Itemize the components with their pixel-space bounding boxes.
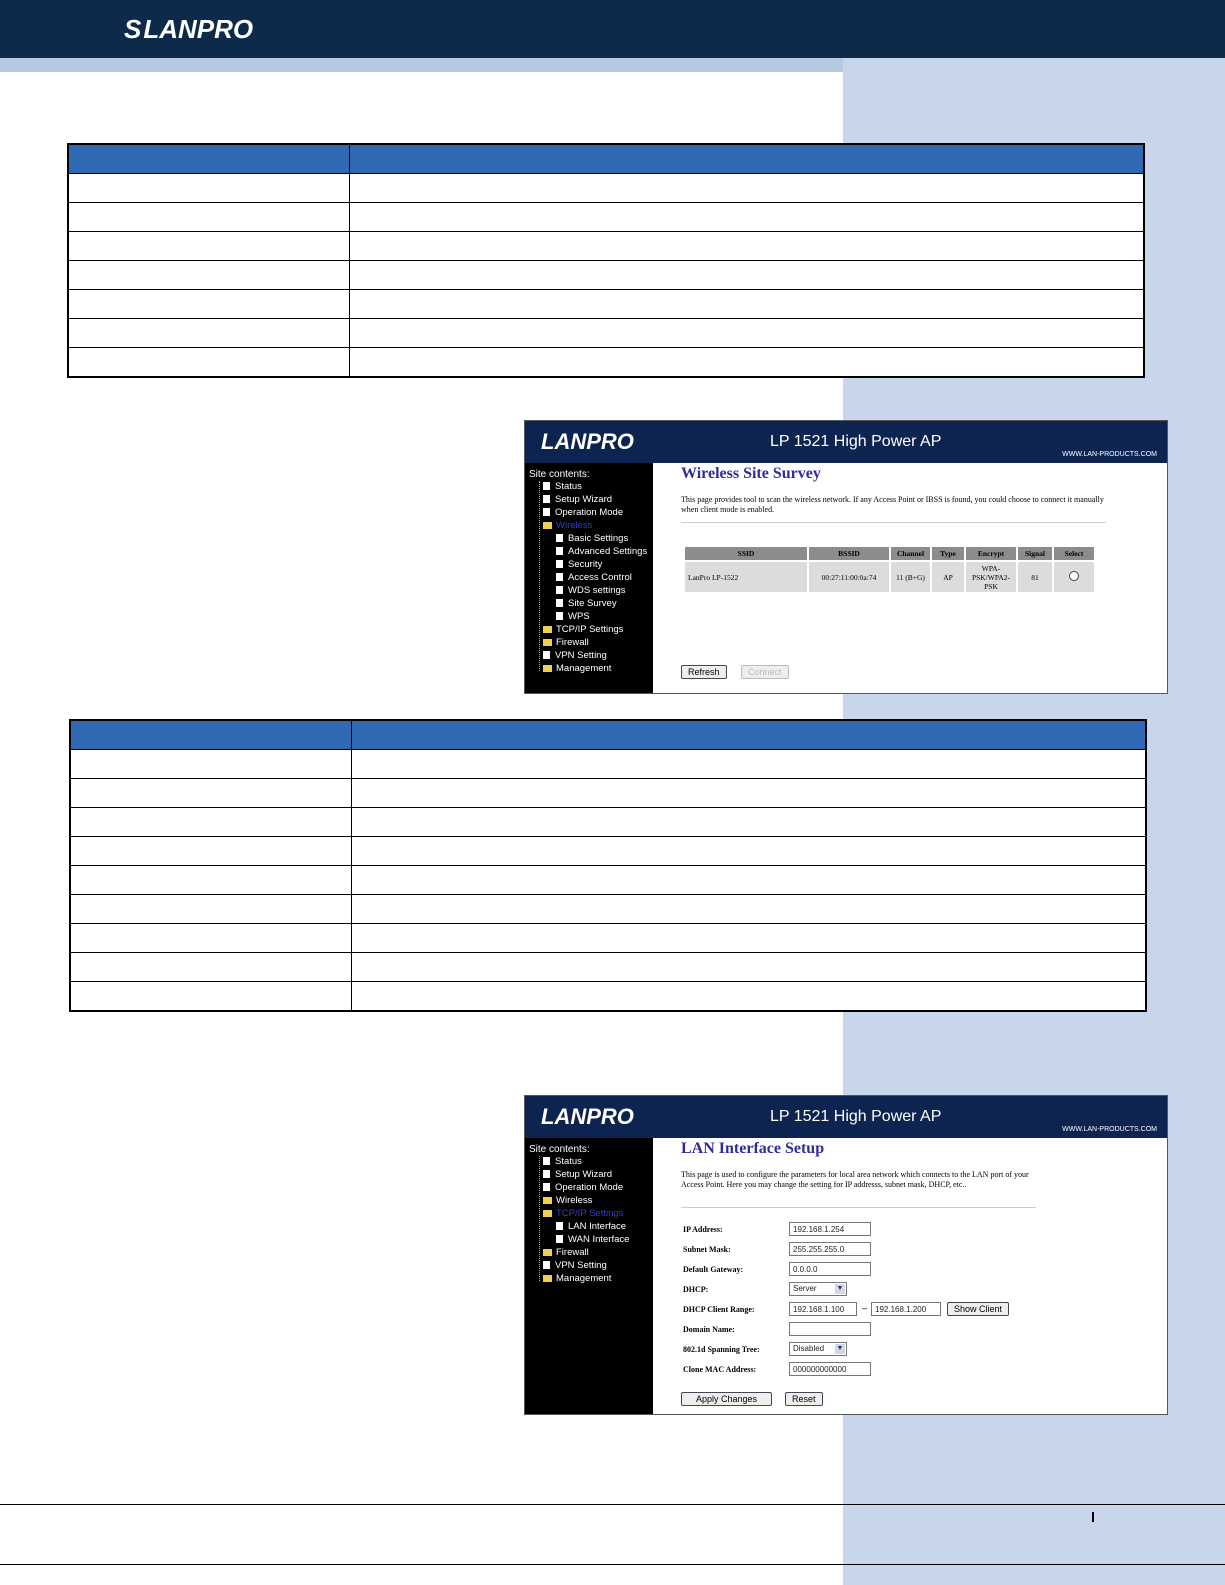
page-icon [543,1261,550,1269]
divider [681,522,1106,523]
table-row [70,866,1146,895]
table-row [70,779,1146,808]
spanning-tree-label: 802.1d Spanning Tree: [683,1345,760,1354]
sidebar-item-tcpip-settings[interactable]: TCP/IP Settings [543,1208,623,1219]
page-icon [556,612,563,620]
table-row [70,924,1146,953]
page-icon [543,495,550,503]
table-header [68,144,1144,174]
col-encrypt: Encrypt [966,547,1016,560]
cell-select [1054,562,1094,592]
divider [681,1207,1036,1208]
page-icon [556,586,563,594]
page-icon [556,1222,563,1230]
table-row [68,261,1144,290]
page-icon [556,547,563,555]
col-channel: Channel [891,547,930,560]
lan-setup-screenshot [524,1095,1168,1415]
screenshot-model: LP 1521 High Power AP [770,433,942,450]
lanpro-logo: SLANPRO [124,14,254,44]
table-row [68,203,1144,232]
cell-encrypt: WPA-PSK/WPA2-PSK [966,562,1016,592]
screenshot-sidebar [525,1138,653,1414]
cell-channel: 11 (B+G) [891,562,930,592]
clone-mac-input[interactable]: 000000000000 [789,1362,871,1376]
table-bottom [69,719,1147,1012]
screenshot-url: WWW.LAN-PRODUCTS.COM [1062,451,1157,458]
col-select: Select [1054,547,1094,560]
table-row [685,562,1094,592]
col-ssid: SSID [685,547,807,560]
table-row [70,953,1146,982]
page-mark [1092,1512,1094,1522]
ip-address-label: IP Address: [683,1225,723,1234]
sidebar-item-vpn-setting[interactable]: VPN Setting [543,650,607,661]
default-gateway-label: Default Gateway: [683,1265,744,1274]
table-row [68,290,1144,319]
page-icon [543,482,550,490]
sidebar-item-tcpip-settings[interactable]: TCP/IP Settings [543,624,623,635]
sidebar-item-wds-settings[interactable]: WDS settings [556,585,626,596]
reset-button[interactable]: Reset [785,1392,823,1406]
dhcp-range-label: DHCP Client Range: [683,1305,755,1314]
subnet-mask-label: Subnet Mask: [683,1245,731,1254]
footer-rule [0,1504,1225,1505]
screenshot-url: WWW.LAN-PRODUCTS.COM [1062,1126,1157,1133]
spanning-tree-select[interactable]: Disabled ▼ [789,1342,847,1356]
survey-table [683,545,1096,594]
page-icon [543,1183,550,1191]
folder-icon [543,639,552,646]
dhcp-range-end-input[interactable]: 192.168.1.200 [871,1302,941,1316]
screenshot-header [525,421,1167,463]
domain-name-label: Domain Name: [683,1325,735,1334]
cell-type: AP [932,562,964,592]
folder-icon [543,665,552,672]
sidebar-item-site-survey[interactable]: Site Survey [556,598,617,609]
folder-icon [543,1249,552,1256]
folder-icon [543,1275,552,1282]
sidebar-item-lan-interface[interactable]: LAN Interface [556,1221,626,1232]
ip-address-input[interactable]: 192.168.1.254 [789,1222,871,1236]
screenshot-sidebar [525,463,653,693]
clone-mac-label: Clone MAC Address: [683,1365,757,1374]
connect-button[interactable]: Connect [741,665,789,679]
dhcp-label: DHCP: [683,1285,709,1294]
col-type: Type [932,547,964,560]
page-description: This page is used to configure the parameters for local area network which connects to the LAN port of your Access Point. Here you may change the setting for IP addresss, subnet mask, DHCP, etc.. [681,1170,1029,1189]
page-icon [556,1235,563,1243]
sidebar-item-status[interactable]: Status [543,481,582,492]
site-contents-label: Site contents: [529,1144,590,1155]
sidebar-item-setup-wizard[interactable]: Setup Wizard [543,494,612,505]
table-row [68,232,1144,261]
page-icon [543,1157,550,1165]
sidebar-item-access-control[interactable]: Access Control [556,572,632,583]
domain-name-input[interactable] [789,1322,871,1336]
sidebar-item-vpn-setting[interactable]: VPN Setting [543,1260,607,1271]
site-survey-screenshot [524,420,1168,694]
table-row [70,837,1146,866]
sidebar-item-firewall[interactable]: Firewall [543,637,589,648]
show-client-button[interactable]: Show Client [947,1302,1009,1316]
table-row [68,174,1144,203]
folder-icon [543,522,552,529]
sidebar-item-status[interactable]: Status [543,1156,582,1167]
screenshot-brand: LANPRO [541,1104,634,1129]
sidebar-item-wireless[interactable]: Wireless [543,520,592,531]
subnet-mask-input[interactable]: 255.255.255.0 [789,1242,871,1256]
page-description: This page provides tool to scan the wireless network. If any Access Point or IBSS is found, you could choose to connect it manually when client mode is enabled. [681,495,1104,514]
site-contents-label: Site contents: [529,469,590,480]
apply-changes-button[interactable]: Apply Changes [681,1392,772,1406]
screenshot-header [525,1096,1167,1138]
table-row [70,982,1146,1012]
sidebar-item-advanced-settings[interactable]: Advanced Settings [556,546,647,557]
screenshot-model: LP 1521 High Power AP [770,1108,942,1125]
sidebar-item-wps[interactable]: WPS [556,611,590,622]
page-title: LAN Interface Setup [681,1140,825,1157]
page-icon [556,573,563,581]
sidebar-item-wan-interface[interactable]: WAN Interface [556,1234,629,1245]
sidebar-item-wireless[interactable]: Wireless [543,1195,592,1206]
col-signal: Signal [1018,547,1052,560]
tree-line [539,1156,541,1281]
select-radio[interactable] [1069,571,1079,581]
sidebar-item-management[interactable]: Management [543,1273,611,1284]
cell-ssid: LanPro LP-1522 [685,562,807,592]
sidebar-item-basic-settings[interactable]: Basic Settings [556,533,628,544]
chevron-down-icon: ▼ [836,1345,844,1352]
sidebar-item-operation-mode[interactable]: Operation Mode [543,507,623,518]
sidebar-item-firewall[interactable]: Firewall [543,1247,589,1258]
screenshot-brand: LANPRO [541,429,634,454]
table-row [68,319,1144,348]
page-icon [556,599,563,607]
chevron-down-icon: ▼ [836,1285,844,1292]
dhcp-range-start-input[interactable]: 192.168.1.100 [789,1302,857,1316]
table-header [70,720,1146,750]
col-bssid: BSSID [809,547,889,560]
tree-line [539,481,541,671]
page-title: Wireless Site Survey [681,465,821,482]
sidebar-item-security[interactable]: Security [556,559,602,570]
range-separator: – [862,1303,868,1313]
page-icon [556,560,563,568]
dhcp-select[interactable]: Server ▼ [789,1282,847,1296]
table-top [67,143,1145,378]
footer-rule-bottom [0,1564,1225,1565]
refresh-button[interactable]: Refresh [681,665,727,679]
cell-signal: 81 [1018,562,1052,592]
page-icon [543,1170,550,1178]
sidebar-item-management[interactable]: Management [543,663,611,674]
table-row [70,750,1146,779]
cell-bssid: 00:27:11:00:0a:74 [809,562,889,592]
table-row [70,808,1146,837]
page-icon [556,534,563,542]
table-row [70,895,1146,924]
folder-icon [543,1197,552,1204]
default-gateway-input[interactable]: 0.0.0.0 [789,1262,871,1276]
sidebar-item-setup-wizard[interactable]: Setup Wizard [543,1169,612,1180]
screenshot-content [653,1138,1167,1414]
folder-icon [543,1210,552,1217]
screenshot-content [653,463,1167,693]
page-icon [543,508,550,516]
table-row [68,348,1144,378]
folder-icon [543,626,552,633]
page-icon [543,651,550,659]
sidebar-item-operation-mode[interactable]: Operation Mode [543,1182,623,1193]
